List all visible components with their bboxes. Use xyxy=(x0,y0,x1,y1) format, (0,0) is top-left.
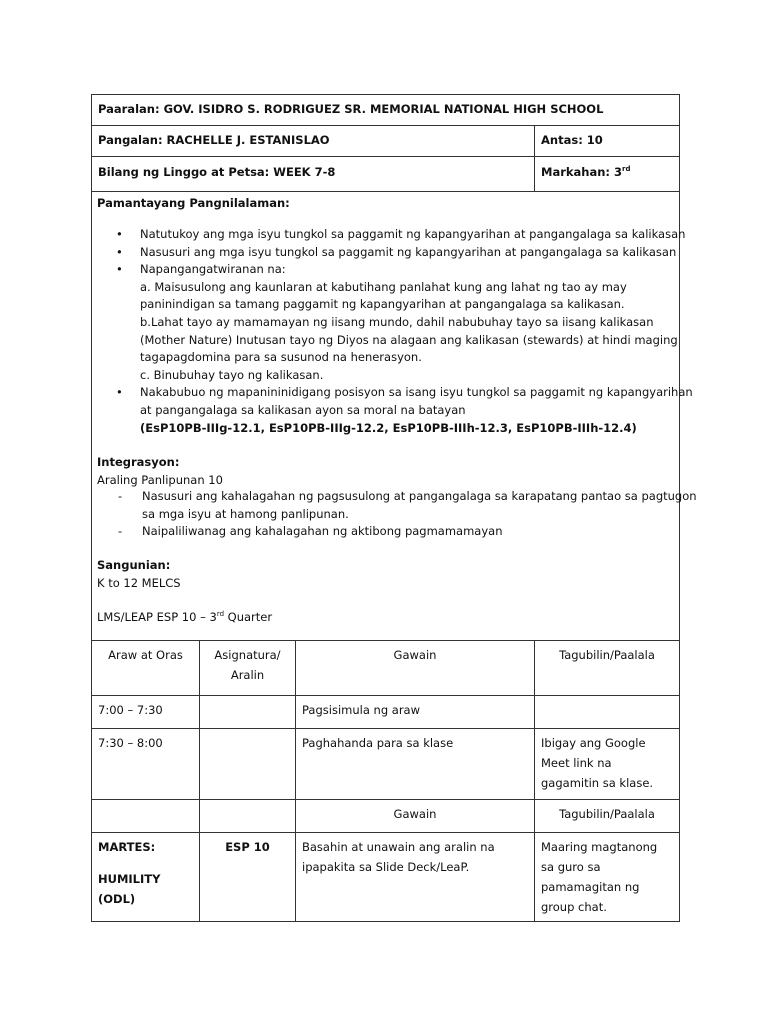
bullet-icon: • xyxy=(116,262,123,277)
header-araw: Araw at Oras xyxy=(92,641,200,696)
antas-text: Antas: 10 xyxy=(541,133,603,147)
day-cell: MARTES: HUMILITY (ODL) xyxy=(92,833,200,922)
sangunian-melcs: K to 12 MELCS xyxy=(97,575,181,590)
antas-cell xyxy=(534,125,680,157)
table-row: 7:00 – 7:30 Pagsisimula ng araw xyxy=(92,696,680,729)
objective-item: • Nakabubuo ng mapanininidigang posisyon sa isang isyu tungkol sa paggamit ng kapangyarihan at pangangalaga sa kalikasan ayon sa moral na batayan xyxy=(116,385,693,417)
paaralan-text: Paaralan: GOV. ISIDRO S. RODRIGUEZ SR. MEMORIAL NATIONAL HIGH SCHOOL xyxy=(98,102,604,116)
paaralan-cell xyxy=(91,94,680,126)
bullet-icon: • xyxy=(116,244,123,259)
table-row: 7:30 – 8:00 Paghahanda para sa klase Ibigay ang Google Meet link na gagamitin sa klase. xyxy=(92,729,680,800)
integrasyon-list xyxy=(97,488,697,541)
objective-item: • Natutukoy ang mga isyu tungkol sa paggamit ng kapangyarihan at pangangalaga sa kalikasan xyxy=(100,226,700,244)
markahan-text: Markahan: 3rd xyxy=(541,165,631,179)
schedule-table xyxy=(91,640,680,922)
table-subheader-row: Gawain Tagubilin/Paalala xyxy=(92,800,680,833)
objectives-list xyxy=(100,226,700,420)
pangalan-cell xyxy=(91,125,535,157)
integrasyon-block xyxy=(97,454,223,489)
markahan-cell xyxy=(534,156,680,192)
integrasyon-heading: Integrasyon: xyxy=(97,455,180,469)
competency-codes: (EsP10PB-IIIg-12.1, EsP10PB-IIIg-12.2, EsP10PB-IIIh-12.3, EsP10PB-IIIh-12.4) xyxy=(140,421,637,435)
integrasyon-subject: Araling Panlipunan 10 xyxy=(97,472,223,487)
objective-item: • Napangangatwiranan na: a. Maisusulong ang kaunlaran at kabutihang panlahat kung ang lahat ng tao ay may paninindigan sa tamang paggamit ng kapangyarihan at pangangalaga sa kalikasan. b.Lahat tayo ay mamamayan ng iisang mundo, dahil nabubuhay tayo sa iisang kalikasan (Mother Nature) Inutusan tayo ng Diyos na alagaan ang kalikasan (stewards) at hindi maging tagapagdomina para sa susunod na henerasyon. c. Binubuhay tayo ng kalikasan. xyxy=(116,262,678,382)
integrasyon-item: - Naipaliliwanag ang kahalagahan ng aktibong pagmamamayan xyxy=(118,524,503,539)
table-row: MARTES: HUMILITY (ODL) ESP 10 Basahin at unawain ang aralin na ipapakita sa Slide Deck/LeaP. Maaring magtanong sa guro sa pamamagitan ng group chat. xyxy=(92,833,680,922)
bilang-text: Bilang ng Linggo at Petsa: WEEK 7-8 xyxy=(98,165,336,179)
pangalan-text: Pangalan: RACHELLE J. ESTANISLAO xyxy=(98,133,330,147)
header-gawain: Gawain xyxy=(296,641,535,696)
bilang-cell xyxy=(91,156,535,192)
table-header-row xyxy=(92,641,680,696)
bullet-icon: • xyxy=(116,385,123,400)
header-asignatura: Asignatura/ Aralin xyxy=(200,641,296,696)
bullet-icon: • xyxy=(116,227,123,241)
pamantayan-heading: Pamantayang Pangnilalaman: xyxy=(97,196,290,210)
sangunian-leap: LMS/LEAP ESP 10 – 3rd Quarter xyxy=(97,610,273,624)
header-tagubilin: Tagubilin/Paalala xyxy=(535,641,680,696)
sangunian-block xyxy=(97,557,181,592)
integrasyon-item: - Nasusuri ang kahalagahan ng pagsusulong at pangangalaga sa karapatang pantao sa pagtugon sa mga isyu at hamong panlipunan. xyxy=(118,489,697,521)
objective-item: • Nasusuri ang mga isyu tungkol sa paggamit ng kapangyarihan at pangangalaga sa kalikasan xyxy=(100,244,700,262)
sangunian-heading: Sangunian: xyxy=(97,558,171,572)
